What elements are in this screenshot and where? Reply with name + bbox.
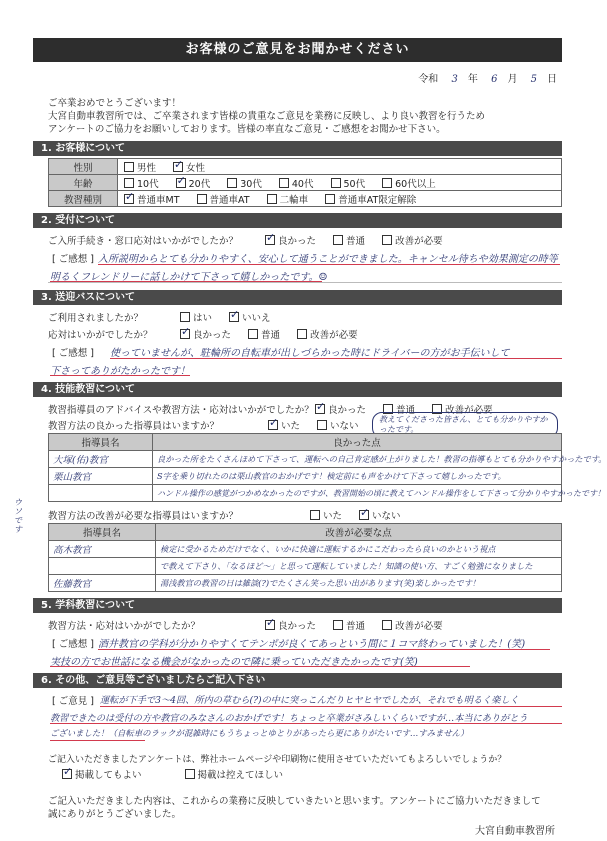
opinion-label-text: ご意見 — [58, 696, 88, 707]
checkbox-icon[interactable] — [317, 420, 327, 430]
section-2-header: 2. 受付について — [33, 213, 562, 228]
improve-point: 湯浅教官の教習の日は雑談(?)でたくさん笑った思い出があります(笑)楽しかったです！ — [156, 575, 562, 592]
underline — [98, 264, 560, 265]
consent-question: ご記入いただきましたアンケートは、弊社ホームページや印刷物に使用させていただいてもよろしいでしょうか？ — [48, 755, 507, 765]
option-female[interactable] — [173, 160, 205, 174]
checkbox-icon[interactable] — [310, 510, 320, 520]
option-male[interactable] — [124, 160, 156, 174]
handwritten-note: 教えてくださった皆さん、とても分かりやすかったです。 — [372, 412, 558, 438]
good-instructor-question: 教習方法の良かった指導員はいますか？ — [48, 421, 220, 432]
underline — [100, 706, 562, 707]
underline — [50, 740, 145, 741]
date-era: 令和 — [418, 74, 439, 85]
improve-instructor-table — [48, 523, 562, 592]
checkbox-icon[interactable] — [227, 178, 237, 188]
row-label: 性別 — [49, 159, 118, 175]
option-label: 普通車MT — [137, 194, 180, 206]
option-label: 女性 — [186, 162, 206, 174]
opinion-comment-2: 教習できたのは受付の方や教官のみなさんのおかげです！ちょっと卒業がさみしいくらいですが…本当にありがとう — [50, 713, 528, 724]
option-good[interactable] — [265, 618, 316, 632]
reception-question: ご入所手続き・窓口応対はいかがでしたか？ — [48, 236, 239, 247]
comment-label-text: ご感想 — [58, 639, 88, 650]
option-label: 男性 — [137, 162, 157, 174]
option-label: 普通 — [396, 405, 416, 416]
good-point: S字を乗り切れたのは栗山教官のおかげです！検定前にも声をかけて下さって嬉しかったです。 — [153, 468, 562, 485]
school-signature: 大宮自動車教習所 — [475, 826, 555, 837]
footer-line: 誠にありがとうございました。 — [48, 809, 182, 820]
option-yes[interactable] — [310, 508, 342, 522]
checkbox-checked-icon[interactable] — [62, 769, 72, 779]
checkbox-checked-icon[interactable] — [229, 312, 239, 322]
option-label: 良かった — [328, 405, 367, 416]
checkbox-icon[interactable] — [333, 235, 343, 245]
option-label: 30代 — [240, 178, 262, 190]
side-note: ウソです — [14, 498, 22, 534]
checkbox-icon[interactable] — [325, 194, 335, 204]
option-normal[interactable] — [333, 233, 365, 247]
column-header: 良かった点 — [153, 434, 562, 451]
option-label: いた — [281, 421, 301, 432]
improve-instructor-question: 教習方法の改善が必要な指導員はいますか？ — [48, 511, 239, 522]
bus-service-question: 応対はいかがでしたか？ — [48, 330, 153, 341]
option-needs-improvement[interactable] — [382, 618, 443, 632]
instructor-name — [49, 558, 156, 575]
checkbox-icon[interactable] — [248, 329, 258, 339]
bus-comment-1: 使っていませんが、駐輪所の自転車が出しづらかった時にドライバーの方がお手伝いして — [110, 348, 510, 359]
checkbox-icon[interactable] — [279, 178, 289, 188]
intro-line: ご卒業おめでとうございます！ — [48, 98, 182, 109]
option-40s[interactable] — [279, 176, 314, 190]
reception-comment-2: 明るくフレンドリーに話しかけて下さって嬉しかったです。☺ — [50, 272, 328, 283]
option-label: 良かった — [278, 236, 317, 247]
option-20s[interactable] — [176, 176, 211, 190]
intro-text — [48, 97, 568, 136]
survey-date — [418, 70, 557, 85]
option-at-release[interactable] — [325, 192, 416, 206]
gender-options — [118, 159, 562, 175]
option-yes[interactable] — [268, 418, 300, 432]
option-normal[interactable] — [333, 618, 365, 632]
bus-use-options — [180, 310, 285, 324]
option-label: いた — [323, 511, 343, 522]
option-normal[interactable] — [248, 327, 280, 341]
option-label: 60代以上 — [395, 178, 436, 190]
column-header: 改善が必要な点 — [156, 524, 562, 541]
instructor-name — [49, 485, 153, 502]
section-1-header: 1. お客様について — [33, 141, 562, 156]
option-needs-improvement[interactable] — [382, 233, 443, 247]
lecture-question: 教習方法・応対はいかがでしたか？ — [48, 621, 201, 632]
option-30s[interactable] — [227, 176, 262, 190]
instructor-name: 佐藤教官 — [49, 575, 156, 592]
checkbox-checked-icon[interactable] — [265, 620, 275, 630]
underline — [110, 358, 562, 359]
checkbox-checked-icon[interactable] — [359, 510, 369, 520]
reception-comment-1: 入所説明からとても分かりやすく、安心して通うことができました。キャンセル待ちや効果測定の時等 — [98, 254, 558, 265]
instructor-name: 高木教官 — [49, 541, 156, 558]
option-50s[interactable] — [331, 176, 366, 190]
section-5-header: 5. 学科教習について — [33, 598, 562, 613]
good-point: 良かった所をたくさんほめて下さって、運転への自己肯定感が上がりました！教習の指導もとても分かりやすかったです。 — [153, 451, 562, 468]
comment-label-text: ご感想 — [58, 254, 88, 265]
option-label: 改善が必要 — [445, 405, 493, 416]
underline — [50, 666, 470, 667]
good-instructor-options — [268, 418, 373, 432]
improve-point: で教えて下さり、「なるほど〜」と思って運転していました！知識の使い方、すごく勉強になりました — [156, 558, 562, 575]
option-label: 普通 — [261, 330, 281, 341]
instructor-name: 栗山教官 — [49, 468, 153, 485]
checkbox-icon[interactable] — [382, 235, 392, 245]
comment-label: [ ご感想 ] — [52, 254, 94, 265]
checkbox-checked-icon[interactable] — [315, 404, 325, 414]
comment-label: [ ご感想 ] — [52, 348, 94, 359]
bus-use-question: ご利用されましたか？ — [48, 313, 144, 324]
row-label: 年齢 — [49, 175, 118, 191]
checkbox-icon[interactable] — [124, 178, 134, 188]
good-point: ハンドル操作の感覚がつかめなかったのですが、教習開始の頃に教えてハンドル操作をして下さって分かりやすかったです！ — [153, 485, 562, 502]
option-no[interactable] — [229, 310, 271, 324]
checkbox-icon[interactable] — [124, 162, 134, 172]
option-label: 掲載してもよい — [75, 770, 142, 781]
checkbox-icon[interactable] — [180, 312, 190, 322]
checkbox-icon[interactable] — [185, 769, 195, 779]
option-no[interactable] — [317, 418, 359, 432]
survey-banner: お客様のご意見をお聞かせください — [33, 38, 562, 62]
instructor-name: 大塚(佑)教官 — [49, 451, 153, 468]
section-3-header: 3. 送迎バスについて — [33, 290, 562, 305]
option-label: いない — [330, 421, 359, 432]
underline — [50, 723, 562, 724]
checkbox-icon[interactable] — [382, 620, 392, 630]
option-label: 二輪車 — [279, 194, 309, 206]
option-publish-no[interactable] — [185, 767, 284, 781]
bus-comment-2: 下さってありがたかったです！ — [50, 366, 190, 377]
consent-options — [62, 767, 297, 781]
good-instructor-table — [48, 433, 607, 502]
opinion-comment-1: 運転が下手で3〜4回、所内の草むら(?)の中に突っこんだりヒヤヒヤでしたが、それでも明るく楽しく — [100, 695, 519, 706]
option-label: 改善が必要 — [310, 330, 358, 341]
age-options — [118, 175, 562, 191]
improve-point: 検定に受かるためだけでなく、いかに快適に運転するかにこだわったら良いのかという視点 — [156, 541, 562, 558]
intro-line: アンケートのご協力をお願いしております。皆様の率直なご意見・ご感想をお聞かせ下さい。 — [48, 124, 446, 135]
footer-line: ご記入いただきました内容は、これからの業務に反映していきたいと思います。アンケートにご協力いただきまして — [48, 796, 541, 807]
date-month: 6 — [491, 74, 498, 85]
underline — [98, 649, 550, 650]
checkbox-checked-icon[interactable] — [176, 178, 186, 188]
option-label: 普通 — [346, 621, 366, 632]
checkbox-icon[interactable] — [197, 194, 207, 204]
course-options — [118, 191, 562, 207]
checkbox-icon[interactable] — [333, 620, 343, 630]
customer-info-table — [48, 158, 562, 207]
checkbox-checked-icon[interactable] — [173, 162, 183, 172]
option-label: 50代 — [343, 178, 366, 190]
option-good[interactable] — [180, 327, 231, 341]
instructor-question: 教習指導員のアドバイスや教習方法・応対はいかがでしたか？ — [48, 405, 314, 416]
option-label: いいえ — [242, 313, 271, 324]
checkbox-checked-icon[interactable] — [268, 420, 278, 430]
checkbox-checked-icon[interactable] — [124, 194, 134, 204]
option-yes[interactable] — [180, 310, 212, 324]
option-no[interactable] — [359, 508, 401, 522]
option-label: 改善が必要 — [395, 236, 443, 247]
option-label: 良かった — [193, 330, 232, 341]
improve-instructor-options — [310, 508, 415, 522]
option-60s[interactable] — [382, 176, 436, 190]
option-motorcycle[interactable] — [267, 192, 309, 206]
option-label: はい — [193, 313, 213, 324]
date-day-unit: 日 — [547, 74, 557, 85]
row-label: 教習種別 — [49, 191, 118, 207]
checkbox-checked-icon[interactable] — [180, 329, 190, 339]
option-label: 普通車AT — [209, 194, 250, 206]
option-label: 良かった — [278, 621, 317, 632]
checkbox-icon[interactable] — [382, 178, 392, 188]
lecture-comment-2: 実技の方でお世話になる機会がなかったので隣に乗っていただきたかったです(笑) — [50, 657, 418, 668]
opinion-label: [ ご意見 ] — [52, 696, 94, 707]
comment-label-text: ご感想 — [58, 348, 88, 359]
column-header: 指導員名 — [49, 524, 156, 541]
option-mt[interactable] — [124, 192, 180, 206]
section-6-header: 6. その他、ご意見等ございましたらご記入下さい — [33, 673, 562, 688]
checkbox-checked-icon[interactable] — [265, 235, 275, 245]
date-day: 5 — [530, 74, 537, 85]
checkbox-icon[interactable] — [267, 194, 277, 204]
footer-text — [48, 795, 568, 821]
option-publish-ok[interactable] — [62, 767, 142, 781]
underline — [50, 375, 190, 376]
option-at[interactable] — [197, 192, 250, 206]
option-good[interactable] — [315, 402, 366, 416]
option-label: 普通車AT限定解除 — [338, 194, 417, 206]
option-label: 20代 — [188, 178, 211, 190]
reception-options — [265, 233, 457, 247]
option-label: 普通 — [346, 236, 366, 247]
opinion-comment-3: ございました！（自転車のラックが混雑時にもうちょっとゆとりがあったら更にありがたいです…すみません） — [50, 728, 469, 738]
option-label: 40代 — [291, 178, 314, 190]
checkbox-icon[interactable] — [331, 178, 341, 188]
option-label: 掲載は控えてほしい — [197, 770, 284, 781]
intro-line: 大宮自動車教習所では、ご卒業されます皆様の貴重なご意見を業務に反映し、より良い教習を行うため — [48, 111, 486, 122]
date-year-unit: 年 — [467, 74, 478, 85]
lecture-options — [265, 618, 457, 632]
bus-service-options — [180, 327, 372, 341]
option-10s[interactable] — [124, 176, 159, 190]
option-label: 10代 — [137, 178, 159, 190]
section-4-header: 4. 技能教習について — [33, 382, 562, 397]
lecture-comment-1: 酒井教官の学科が分かりやすくてテンポが良くてあっという間に１コマ終わっていました！(笑) — [98, 639, 526, 650]
underline — [50, 281, 322, 282]
date-month-unit: 月 — [507, 74, 518, 85]
checkbox-icon[interactable] — [297, 329, 307, 339]
option-good[interactable] — [265, 233, 316, 247]
option-label: 改善が必要 — [395, 621, 443, 632]
option-needs-improvement[interactable] — [297, 327, 358, 341]
option-label: いない — [372, 511, 401, 522]
comment-label: [ ご感想 ] — [52, 639, 94, 650]
date-year: 3 — [451, 74, 458, 85]
column-header: 指導員名 — [49, 434, 153, 451]
